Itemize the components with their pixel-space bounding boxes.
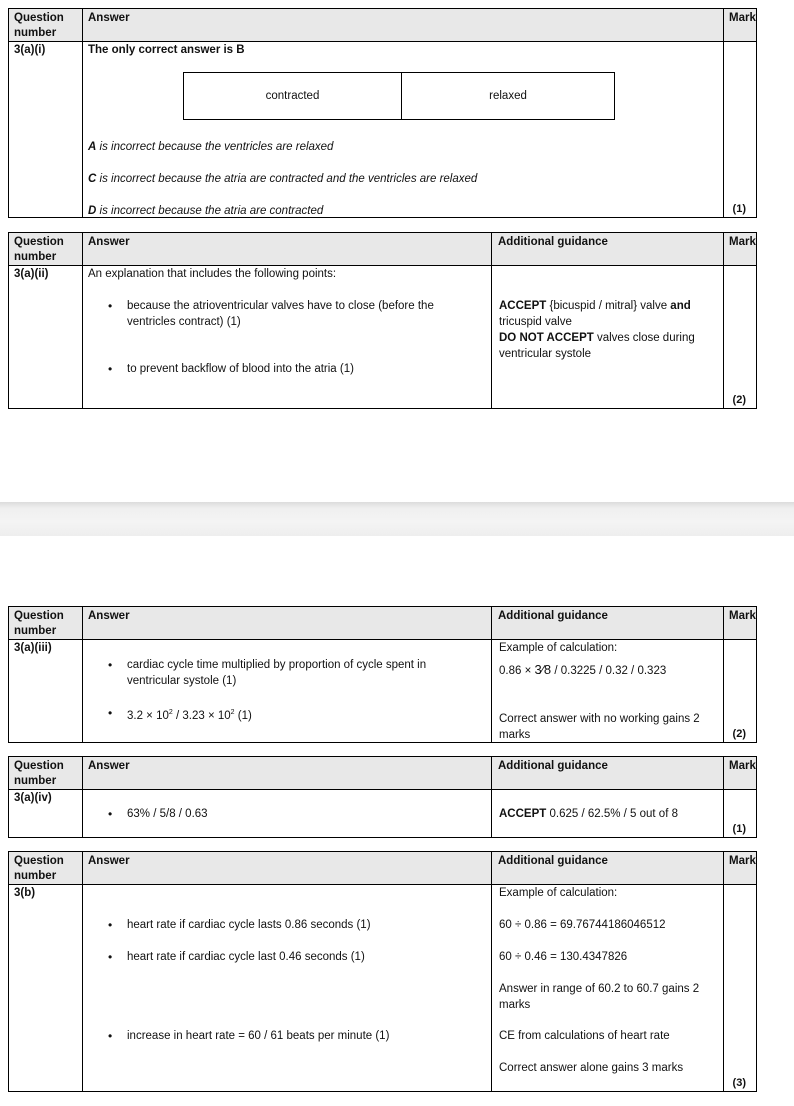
accept-keyword: ACCEPT	[499, 300, 547, 312]
additional-guidance	[499, 298, 695, 362]
accept-keyword: ACCEPT	[499, 808, 547, 820]
header-answer: Answer	[88, 236, 130, 248]
mark-scheme-table-3ai	[8, 8, 757, 218]
answer-point-text: heart rate if cardiac cycle last 0.46 seconds (1)	[127, 951, 365, 963]
additional-guidance-note	[499, 711, 700, 743]
question-number: 3(a)(iii)	[14, 642, 52, 654]
header-answer: Answer	[88, 760, 130, 772]
not-accept-text: valves close during	[593, 332, 695, 344]
table-header	[9, 852, 756, 885]
table-header	[9, 757, 756, 790]
guidance-line: Example of calculation:	[499, 642, 618, 654]
guidance-ce: CE from calculations of heart rate	[499, 1030, 670, 1042]
table-header	[9, 9, 756, 42]
header-answer: Answer	[88, 12, 130, 24]
fraction: 3⁄8	[534, 662, 552, 677]
option-c-explanation	[88, 171, 477, 187]
answer-point	[127, 298, 434, 330]
option-a-explanation	[88, 139, 333, 155]
answer-point-text: heart rate if cardiac cycle lasts 0.86 seconds (1)	[127, 919, 371, 931]
answer-point-line: ventricular systole (1)	[127, 675, 237, 687]
header-additional-guidance: Additional guidance	[498, 855, 608, 867]
guidance-line: marks	[499, 729, 531, 741]
guidance-line: Correct answer with no working gains 2	[499, 713, 700, 725]
answer-point	[127, 806, 208, 822]
not-accept-keyword: DO NOT ACCEPT	[499, 332, 594, 344]
header-answer: Answer	[88, 610, 130, 622]
answer-point	[127, 1028, 389, 1044]
question-number: 3(a)(iv)	[14, 792, 52, 804]
guidance-calc-1: 60 ÷ 0.86 = 69.76744186046512	[499, 919, 666, 931]
option-letter-d: D	[88, 205, 97, 217]
mark-value: (1)	[732, 823, 746, 835]
mark-scheme-table-3aiii	[8, 606, 757, 743]
answer-point-text: 63% / 5/8 / 0.63	[127, 808, 208, 820]
option-letter-c: C	[88, 173, 97, 185]
guidance-line: ventricular systole	[499, 348, 592, 360]
mark-scheme-table-3aii	[8, 232, 757, 409]
answer-intro: An explanation that includes the following points:	[88, 268, 337, 280]
header-answer: Answer	[88, 855, 130, 867]
header-question-number: Question number	[14, 12, 64, 39]
answer-point	[127, 361, 354, 377]
question-number: 3(b)	[14, 887, 36, 899]
header-question-number: Question number	[14, 855, 64, 882]
header-additional-guidance: Additional guidance	[498, 760, 608, 772]
header-mark: Mark	[729, 760, 756, 772]
mark-value: (2)	[732, 728, 746, 740]
option-d-text: is incorrect because the atria are contracted	[96, 205, 324, 217]
header-additional-guidance: Additional guidance	[498, 610, 608, 622]
guidance-line: Answer in range of 60.2 to 60.7 gains 2	[499, 983, 700, 995]
guidance-line	[499, 298, 695, 314]
answer-point	[127, 657, 426, 689]
answer-point-line: ventricles contract) (1)	[127, 316, 241, 328]
guidance-line: 0.86 × 3⁄8 / 0.3225 / 0.32 / 0.323	[499, 662, 667, 677]
header-mark: Mark	[729, 610, 756, 622]
answer-choice-box	[183, 72, 615, 120]
page-break-separator	[0, 502, 794, 536]
mark-value: (3)	[732, 1077, 746, 1089]
guidance-alone: Correct answer alone gains 3 marks	[499, 1062, 684, 1074]
option-letter-a: A	[88, 141, 97, 153]
question-number: 3(a)(ii)	[14, 268, 49, 280]
answer-point	[127, 949, 365, 965]
answer-point	[127, 917, 371, 933]
choice-cell-relaxed: relaxed	[489, 90, 527, 102]
header-mark: Mark	[729, 855, 756, 867]
header-additional-guidance: Additional guidance	[498, 236, 608, 248]
answer-point-line: • because the atrioventricular valves have to close (before the	[127, 300, 434, 312]
answer-point-line: • cardiac cycle time multiplied by proportion of cycle spent in	[127, 659, 427, 671]
accept-text: 0.625 / 62.5% / 5 out of 8	[546, 808, 678, 820]
header-question-number: Question number	[14, 610, 64, 637]
accept-text: {bicuspid / mitral} valve	[546, 300, 671, 312]
mark-scheme-table-3b	[8, 851, 757, 1092]
and-keyword: and	[670, 300, 691, 312]
guidance-line	[499, 330, 695, 346]
mark-scheme-table-3aiv	[8, 756, 757, 838]
question-number: 3(a)(i)	[14, 44, 46, 56]
choice-cell-contracted: contracted	[184, 73, 402, 119]
correct-answer-statement: The only correct answer is B	[88, 44, 245, 56]
guidance-line: tricuspid valve	[499, 316, 572, 328]
table-header	[9, 233, 756, 266]
option-c-text: is incorrect because the atria are contracted and the ventricles are relaxed	[96, 173, 478, 185]
table-header	[9, 607, 756, 640]
additional-guidance	[499, 806, 678, 822]
header-mark: Mark	[729, 12, 756, 24]
answer-point: • $3.2 \times 10^2 / 3.23 \times 10^2$ (1)	[127, 705, 252, 724]
guidance-calc-2: 60 ÷ 0.46 = 130.4347826	[499, 951, 628, 963]
option-a-text: is incorrect because the ventricles are relaxed	[96, 141, 334, 153]
guidance-example: Example of calculation:	[499, 887, 618, 899]
mark-value: (2)	[732, 394, 746, 406]
option-d-explanation	[88, 203, 323, 219]
header-question-number: Question number	[14, 760, 64, 787]
guidance-range	[499, 981, 699, 1013]
header-question-number: Question number	[14, 236, 64, 263]
mark-value: (1)	[732, 203, 746, 215]
guidance-line: marks	[499, 999, 531, 1011]
header-mark: Mark	[729, 236, 756, 248]
answer-point-text: to prevent backflow of blood into the atria (1)	[127, 363, 354, 375]
additional-guidance	[499, 640, 666, 679]
answer-point-text: increase in heart rate = 60 / 61 beats per minute (1)	[127, 1030, 390, 1042]
